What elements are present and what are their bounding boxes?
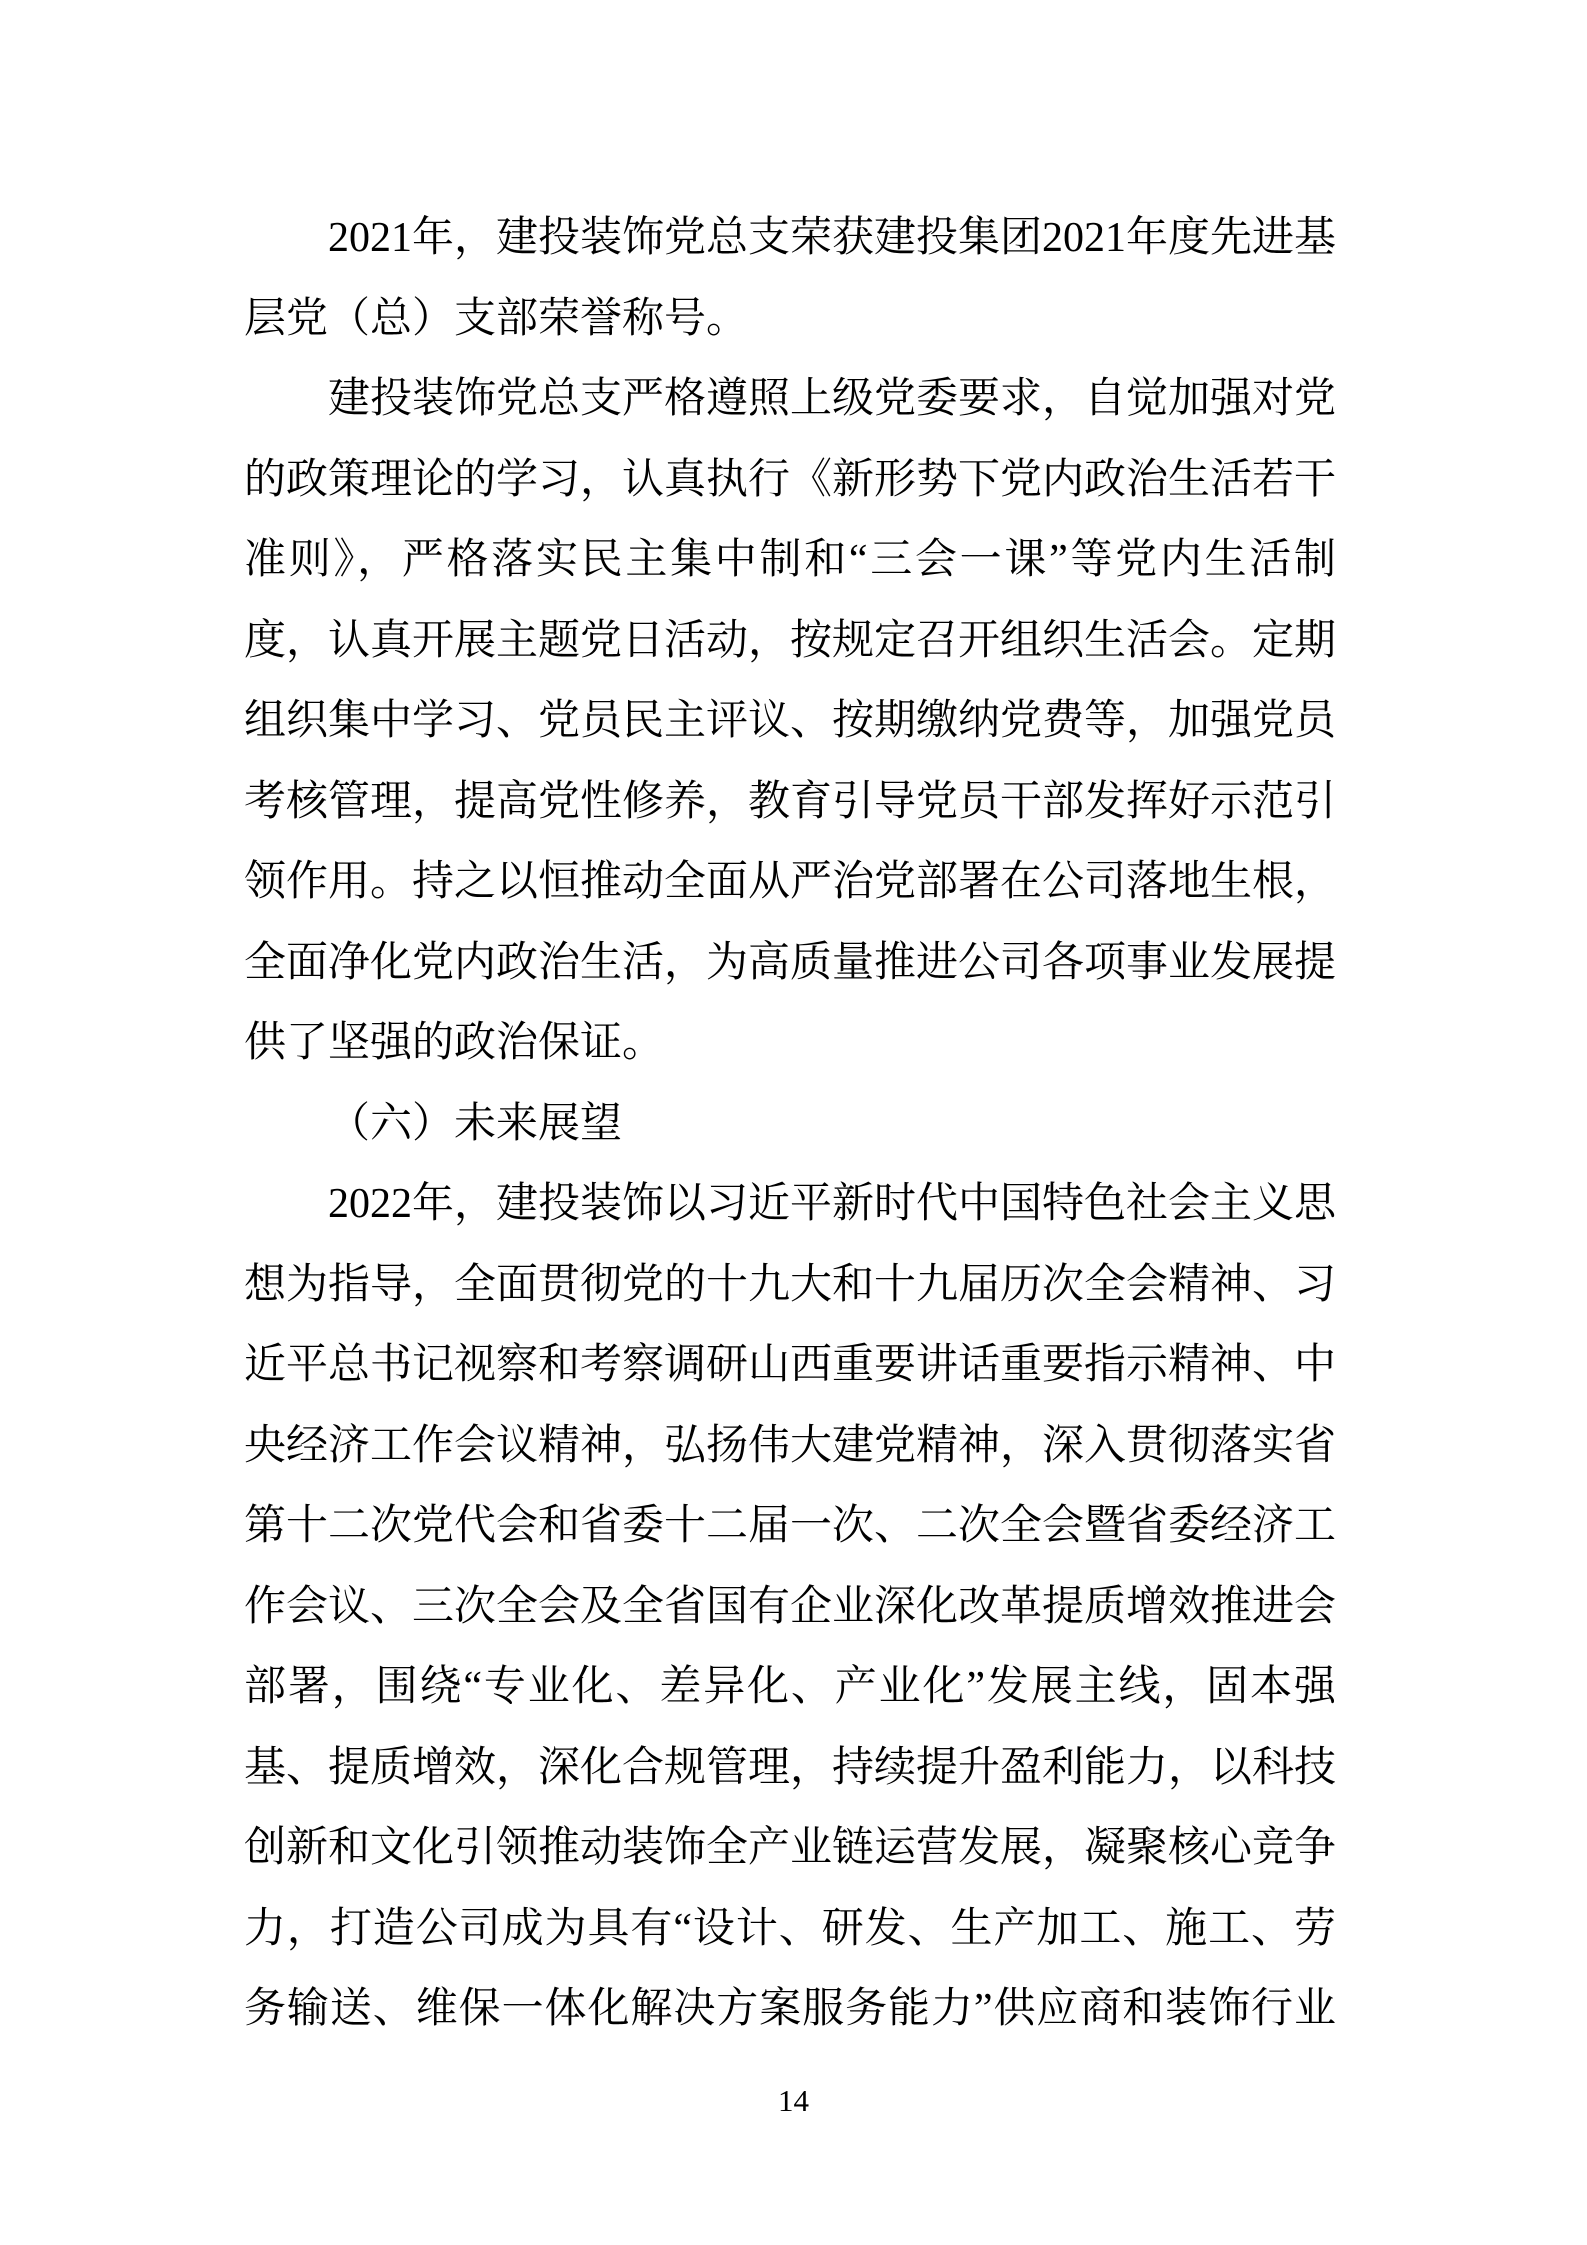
section [244, 1084, 1336, 1165]
text-line: 领作用。持之以恒推动全面从严治党部署在公司落地生根， [244, 859, 1337, 905]
paragraph [244, 1164, 1336, 2050]
section-heading: （六）未来展望 [328, 1100, 623, 1147]
text-line: 考核管理，提高党性修养，教育引导党员干部发挥好示范引 [244, 778, 1337, 825]
text-line: 组织集中学习、党员民主评议、按期缴纳党费等，加强党员 [244, 698, 1337, 744]
text-line: 近平总书记视察和考察调研山西重要讲话重要指示精神、中 [244, 1342, 1337, 1388]
text-line: 力，打造公司成为具有“设计、研发、生产加工、施工、劳 [244, 1905, 1336, 1952]
document-body [244, 198, 1336, 2050]
text-line: 央经济工作会议精神，弘扬伟大建党精神，深入贯彻落实省 [244, 1422, 1337, 1469]
text-line: 全面净化党内政治生活，为高质量推进公司各项事业发展提 [244, 939, 1337, 986]
page-number: 14 [778, 2083, 809, 2118]
text-line: 作会议、三次全会及全省国有企业深化改革提质增效推进会 [244, 1583, 1337, 1630]
text-line: 基、提质增效，深化合规管理，持续提升盈利能力，以科技 [244, 1744, 1337, 1791]
paragraph [244, 359, 1336, 1084]
text-line: 2022年，建投装饰以习近平新时代中国特色社会主义思 [328, 1181, 1337, 1227]
text-line: 层党（总）支部荣誉称号。 [244, 295, 749, 342]
text-line: 准则》，严格落实民主集中制和“三会一课”等党内生活制 [244, 537, 1336, 583]
text-line: 度，认真开展主题党日活动，按规定召开组织生活会。定期 [244, 617, 1337, 664]
paragraph [244, 198, 1336, 359]
text-line: 创新和文化引领推动装饰全产业链运营发展，凝聚核心竞争 [244, 1825, 1337, 1871]
text-line: 2021年，建投装饰党总支荣获建投集团2021年度先进基 [328, 215, 1337, 261]
text-line: 第十二次党代会和省委十二届一次、二次全会暨省委经济工 [244, 1503, 1337, 1549]
text-line: 的政策理论的学习，认真执行《新形势下党内政治生活若干 [244, 456, 1337, 503]
text-line: 部署，围绕“专业化、差异化、产业化”发展主线，固本强 [244, 1664, 1336, 1710]
text-line: 务输送、维保一体化解决方案服务能力”供应商和装饰行业 [244, 1986, 1336, 2032]
text-line: 供了坚强的政治保证。 [244, 1020, 665, 1066]
text-line: 想为指导，全面贯彻党的十九大和十九届历次全会精神、习 [244, 1261, 1337, 1308]
text-line: 建投装饰党总支严格遵照上级党委要求，自觉加强对党 [328, 376, 1337, 422]
